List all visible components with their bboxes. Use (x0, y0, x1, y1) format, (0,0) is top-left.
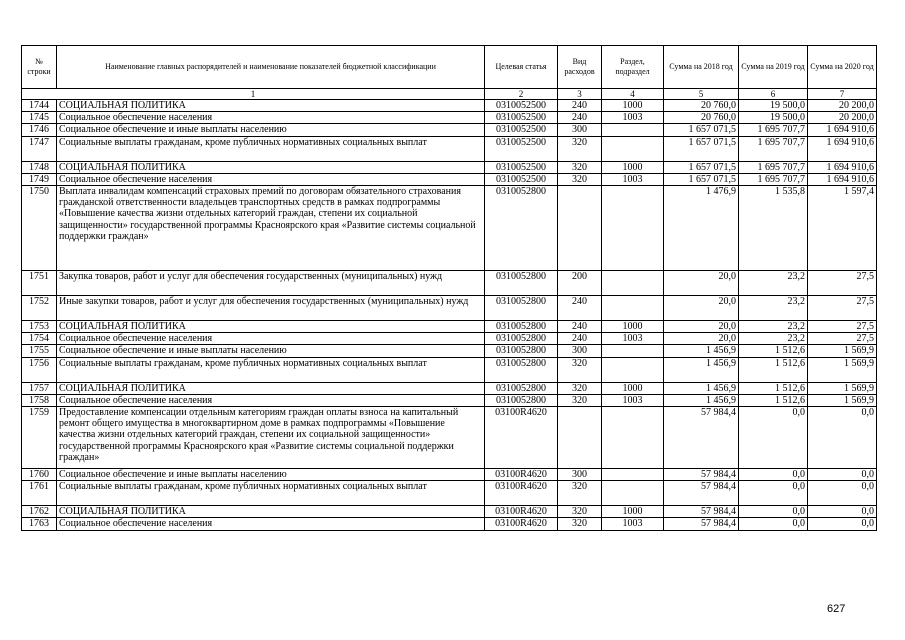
row-target-article: 0310052800 (485, 333, 558, 345)
row-section (602, 136, 664, 161)
row-sum-2020: 20 200,0 (808, 100, 877, 112)
row-expense-type: 300 (558, 124, 602, 136)
row-expense-type: 320 (558, 173, 602, 185)
table-header-row (22, 46, 877, 89)
row-sum-2018: 1 456,9 (664, 357, 739, 382)
row-name: Социальное обеспечение населения (57, 518, 485, 530)
row-section (602, 271, 664, 296)
row-target-article: 0310052500 (485, 112, 558, 124)
row-sum-2020: 0,0 (808, 469, 877, 481)
row-name: Иные закупки товаров, работ и услуг для обеспечения государственных (муниципальных) нужд (57, 296, 485, 321)
table-row (22, 173, 877, 185)
row-sum-2019: 23,2 (739, 271, 808, 296)
row-section: 1000 (602, 321, 664, 333)
column-number: 6 (739, 89, 808, 100)
row-sum-2019: 0,0 (739, 481, 808, 506)
row-name: Социальные выплаты гражданам, кроме публичных нормативных социальных выплат (57, 136, 485, 161)
row-sum-2020: 1 569,9 (808, 394, 877, 406)
row-section: 1003 (602, 333, 664, 345)
row-sum-2018: 20 760,0 (664, 112, 739, 124)
row-sum-2020: 1 569,9 (808, 382, 877, 394)
row-target-article: 03100R4620 (485, 481, 558, 506)
table-row (22, 333, 877, 345)
row-target-article: 03100R4620 (485, 518, 558, 530)
row-target-article: 03100R4620 (485, 469, 558, 481)
row-sum-2020: 27,5 (808, 271, 877, 296)
row-number: 1752 (22, 296, 57, 321)
row-sum-2020: 20 200,0 (808, 112, 877, 124)
row-expense-type: 320 (558, 394, 602, 406)
row-name: Социальное обеспечение населения (57, 394, 485, 406)
row-name: Выплата инвалидам компенсаций страховых премий по договорам обязательного страхования гражданской ответственности владельцев транспортных средств в рамках подпрограммы «Повышение качества жизни отдельных категорий граждан, степени их социальной защищенности» государственной программы Красноярского края «Развитие системы социальной поддержки граждан» (57, 186, 485, 271)
page-number: 627 (827, 603, 846, 615)
row-expense-type: 320 (558, 506, 602, 518)
table-row (22, 124, 877, 136)
row-sum-2019: 1 512,6 (739, 345, 808, 357)
row-sum-2020: 0,0 (808, 506, 877, 518)
row-sum-2019: 0,0 (739, 506, 808, 518)
table-row (22, 136, 877, 161)
row-target-article: 0310052800 (485, 357, 558, 382)
row-number: 1755 (22, 345, 57, 357)
row-name: Социальное обеспечение населения (57, 112, 485, 124)
row-sum-2018: 57 984,4 (664, 407, 739, 469)
row-number: 1753 (22, 321, 57, 333)
table-row (22, 112, 877, 124)
row-target-article: 0310052500 (485, 173, 558, 185)
column-number: 7 (808, 89, 877, 100)
row-sum-2018: 57 984,4 (664, 518, 739, 530)
row-target-article: 0310052800 (485, 271, 558, 296)
row-sum-2019: 1 695 707,7 (739, 173, 808, 185)
row-sum-2019: 0,0 (739, 407, 808, 469)
row-name: СОЦИАЛЬНАЯ ПОЛИТИКА (57, 382, 485, 394)
row-number: 1756 (22, 357, 57, 382)
row-number: 1748 (22, 161, 57, 173)
table-row (22, 407, 877, 469)
row-sum-2019: 19 500,0 (739, 100, 808, 112)
row-name: СОЦИАЛЬНАЯ ПОЛИТИКА (57, 506, 485, 518)
row-number: 1760 (22, 469, 57, 481)
row-sum-2019: 1 535,8 (739, 186, 808, 271)
row-section: 1003 (602, 518, 664, 530)
row-number: 1749 (22, 173, 57, 185)
row-sum-2020: 0,0 (808, 481, 877, 506)
row-section (602, 345, 664, 357)
row-sum-2019: 23,2 (739, 296, 808, 321)
row-sum-2019: 1 512,6 (739, 357, 808, 382)
row-expense-type: 320 (558, 161, 602, 173)
row-section (602, 407, 664, 469)
row-expense-type: 300 (558, 469, 602, 481)
row-sum-2019: 19 500,0 (739, 112, 808, 124)
row-section: 1000 (602, 382, 664, 394)
row-sum-2020: 1 569,9 (808, 345, 877, 357)
row-number: 1758 (22, 394, 57, 406)
row-sum-2018: 57 984,4 (664, 469, 739, 481)
row-number: 1745 (22, 112, 57, 124)
budget-document (21, 45, 876, 531)
table-row (22, 394, 877, 406)
row-sum-2019: 1 695 707,7 (739, 136, 808, 161)
row-section: 1000 (602, 506, 664, 518)
table-row (22, 345, 877, 357)
row-number: 1744 (22, 100, 57, 112)
row-expense-type: 240 (558, 100, 602, 112)
column-number: 5 (664, 89, 739, 100)
table-row (22, 469, 877, 481)
row-number: 1763 (22, 518, 57, 530)
row-name: Социальное обеспечение населения (57, 333, 485, 345)
row-expense-type: 240 (558, 321, 602, 333)
row-section: 1003 (602, 112, 664, 124)
budget-table (21, 45, 877, 531)
row-sum-2018: 57 984,4 (664, 481, 739, 506)
row-sum-2020: 1 694 910,6 (808, 124, 877, 136)
row-section (602, 296, 664, 321)
row-name: СОЦИАЛЬНАЯ ПОЛИТИКА (57, 100, 485, 112)
row-expense-type: 320 (558, 481, 602, 506)
table-row (22, 321, 877, 333)
table-row (22, 506, 877, 518)
row-target-article: 0310052500 (485, 124, 558, 136)
row-sum-2020: 1 597,4 (808, 186, 877, 271)
row-expense-type (558, 186, 602, 271)
header-section: Раздел, подраздел (602, 46, 664, 89)
row-section: 1003 (602, 173, 664, 185)
table-row (22, 271, 877, 296)
row-section (602, 469, 664, 481)
row-sum-2018: 1 657 071,5 (664, 124, 739, 136)
row-name: Социальные выплаты гражданам, кроме публичных нормативных социальных выплат (57, 481, 485, 506)
row-number: 1747 (22, 136, 57, 161)
row-expense-type: 320 (558, 136, 602, 161)
column-number: 3 (558, 89, 602, 100)
row-number: 1762 (22, 506, 57, 518)
row-sum-2020: 27,5 (808, 296, 877, 321)
column-number: 1 (22, 89, 485, 100)
table-row (22, 518, 877, 530)
header-row-number: № строки (22, 46, 57, 89)
row-name: Закупка товаров, работ и услуг для обеспечения государственных (муниципальных) нужд (57, 271, 485, 296)
column-number: 2 (485, 89, 558, 100)
header-sum-2020: Сумма на 2020 год (808, 46, 877, 89)
header-sum-2018: Сумма на 2018 год (664, 46, 739, 89)
row-section (602, 186, 664, 271)
header-expense-type: Вид расходов (558, 46, 602, 89)
row-sum-2019: 23,2 (739, 321, 808, 333)
row-target-article: 0310052500 (485, 161, 558, 173)
row-name: Социальное обеспечение и иные выплаты населению (57, 124, 485, 136)
row-sum-2018: 1 456,9 (664, 345, 739, 357)
row-sum-2019: 1 695 707,7 (739, 161, 808, 173)
row-sum-2018: 20,0 (664, 321, 739, 333)
table-row (22, 382, 877, 394)
row-sum-2019: 1 695 707,7 (739, 124, 808, 136)
row-section: 1000 (602, 161, 664, 173)
row-target-article: 0310052800 (485, 186, 558, 271)
row-number: 1759 (22, 407, 57, 469)
row-target-article: 0310052800 (485, 394, 558, 406)
row-section: 1000 (602, 100, 664, 112)
row-target-article: 0310052800 (485, 382, 558, 394)
header-target-article: Целевая статья (485, 46, 558, 89)
row-sum-2018: 1 476,9 (664, 186, 739, 271)
row-sum-2018: 1 657 071,5 (664, 173, 739, 185)
table-row (22, 161, 877, 173)
table-row (22, 186, 877, 271)
row-expense-type: 240 (558, 296, 602, 321)
row-name: Социальное обеспечение населения (57, 173, 485, 185)
table-row (22, 296, 877, 321)
row-sum-2020: 27,5 (808, 321, 877, 333)
table-row (22, 357, 877, 382)
row-sum-2018: 1 456,9 (664, 394, 739, 406)
column-numbers-row (22, 89, 877, 100)
row-name: Социальное обеспечение и иные выплаты населению (57, 345, 485, 357)
row-sum-2018: 20,0 (664, 271, 739, 296)
table-row (22, 100, 877, 112)
row-expense-type: 240 (558, 112, 602, 124)
row-section (602, 481, 664, 506)
row-number: 1750 (22, 186, 57, 271)
row-target-article: 03100R4620 (485, 407, 558, 469)
row-sum-2019: 1 512,6 (739, 394, 808, 406)
row-expense-type (558, 407, 602, 469)
row-number: 1751 (22, 271, 57, 296)
row-sum-2020: 0,0 (808, 518, 877, 530)
row-section (602, 357, 664, 382)
row-sum-2020: 0,0 (808, 407, 877, 469)
row-sum-2019: 1 512,6 (739, 382, 808, 394)
row-expense-type: 320 (558, 382, 602, 394)
row-sum-2019: 23,2 (739, 333, 808, 345)
row-sum-2019: 0,0 (739, 469, 808, 481)
row-target-article: 0310052800 (485, 296, 558, 321)
row-expense-type: 320 (558, 357, 602, 382)
row-number: 1754 (22, 333, 57, 345)
row-sum-2018: 1 657 071,5 (664, 161, 739, 173)
row-sum-2018: 20,0 (664, 296, 739, 321)
row-sum-2018: 57 984,4 (664, 506, 739, 518)
row-name: СОЦИАЛЬНАЯ ПОЛИТИКА (57, 161, 485, 173)
row-expense-type: 320 (558, 518, 602, 530)
row-sum-2018: 1 657 071,5 (664, 136, 739, 161)
row-sum-2020: 1 569,9 (808, 357, 877, 382)
row-sum-2019: 0,0 (739, 518, 808, 530)
row-number: 1761 (22, 481, 57, 506)
column-number: 4 (602, 89, 664, 100)
header-name: Наименование главных распорядителей и наименование показателей бюджетной классификации (57, 46, 485, 89)
row-name: Социальные выплаты гражданам, кроме публичных нормативных социальных выплат (57, 357, 485, 382)
row-target-article: 03100R4620 (485, 506, 558, 518)
row-name: СОЦИАЛЬНАЯ ПОЛИТИКА (57, 321, 485, 333)
row-section: 1003 (602, 394, 664, 406)
row-name: Социальное обеспечение и иные выплаты населению (57, 469, 485, 481)
header-sum-2019: Сумма на 2019 год (739, 46, 808, 89)
row-name: Предоставление компенсации отдельным категориям граждан оплаты взноса на капитальный ремонт общего имущества в многоквартирном доме в рамках подпрограммы «Повышение качества жизни отдельных категорий граждан, степени их социальной защищенности» государственной программы Красноярского края «Развитие системы социальной поддержки граждан» (57, 407, 485, 469)
row-target-article: 0310052500 (485, 100, 558, 112)
row-target-article: 0310052500 (485, 136, 558, 161)
row-target-article: 0310052800 (485, 345, 558, 357)
row-sum-2018: 20 760,0 (664, 100, 739, 112)
row-expense-type: 300 (558, 345, 602, 357)
row-sum-2020: 1 694 910,6 (808, 161, 877, 173)
row-sum-2020: 1 694 910,6 (808, 136, 877, 161)
row-sum-2020: 1 694 910,6 (808, 173, 877, 185)
row-expense-type: 240 (558, 333, 602, 345)
row-sum-2018: 1 456,9 (664, 382, 739, 394)
row-expense-type: 200 (558, 271, 602, 296)
row-sum-2020: 27,5 (808, 333, 877, 345)
row-target-article: 0310052800 (485, 321, 558, 333)
row-sum-2018: 20,0 (664, 333, 739, 345)
row-number: 1757 (22, 382, 57, 394)
table-row (22, 481, 877, 506)
row-section (602, 124, 664, 136)
row-number: 1746 (22, 124, 57, 136)
